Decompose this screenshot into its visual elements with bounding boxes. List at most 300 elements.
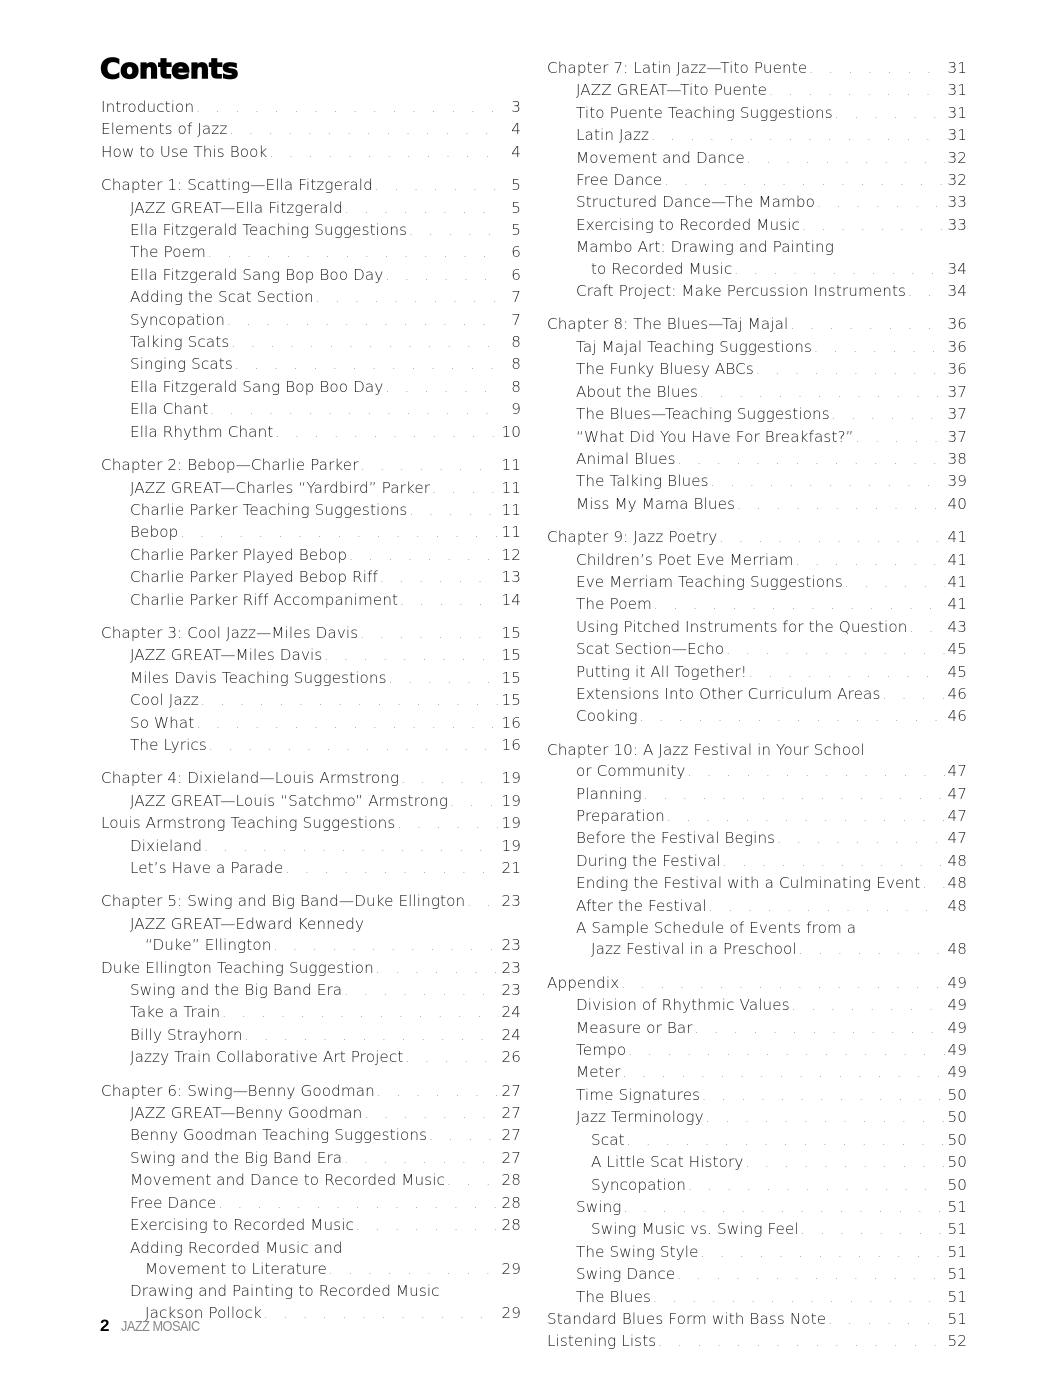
toc-entry-title: Charlie Parker Riff Accompaniment [130, 590, 399, 609]
toc-page-number: 12 [501, 545, 521, 564]
dot-leader [316, 288, 501, 309]
dot-leader [324, 646, 499, 667]
toc-subentry[interactable] [547, 572, 967, 594]
toc-entry-title: Latin Jazz [576, 126, 650, 145]
toc-entry-title: Free Dance [576, 171, 663, 190]
toc-page-number: 51 [947, 1265, 967, 1284]
toc-entry-title: Appendix [547, 973, 620, 992]
toc-subentry[interactable] [547, 784, 967, 806]
toc-entry-title: Benny Goodman Teaching Suggestions [130, 1126, 428, 1145]
dot-leader [700, 383, 945, 404]
dot-leader [208, 243, 501, 264]
dot-leader [658, 1332, 945, 1353]
toc-entry-title: “What Did You Have For Breakfast?” [576, 427, 854, 446]
toc-entry-title: JAZZ GREAT—Benny Goodman [130, 1104, 363, 1123]
toc-page-number: 48 [947, 851, 967, 870]
toc-page-number: 32 [947, 171, 967, 190]
toc-page-number: 49 [947, 1041, 967, 1060]
toc-entry-title: Movement and Dance [576, 148, 745, 167]
toc-subentry[interactable] [101, 713, 521, 735]
dot-leader [209, 736, 500, 757]
toc-subentry[interactable] [547, 382, 967, 404]
toc-page-number: 6 [511, 243, 521, 262]
toc-page-number: 47 [947, 762, 967, 781]
toc-subentry[interactable] [547, 359, 967, 381]
toc-subentry[interactable] [547, 1219, 967, 1241]
toc-page-number: 36 [947, 315, 967, 334]
toc-subentry[interactable] [547, 1040, 967, 1062]
dot-leader [229, 120, 501, 141]
toc-entry-title: Adding Recorded Music and [130, 1238, 343, 1257]
toc-subentry[interactable] [101, 198, 521, 220]
toc-entry-title: Planning [576, 784, 642, 803]
toc-entry-title: Chapter 5: Swing and Big Band—Duke Ellington [101, 892, 466, 911]
toc-page-number: 36 [947, 360, 967, 379]
dot-leader [400, 591, 499, 612]
toc-entry-title: The Lyrics [130, 735, 207, 754]
toc-subentry[interactable] [547, 80, 967, 102]
toc-page-number: 11 [501, 523, 521, 542]
dot-leader [401, 769, 499, 790]
dot-leader [801, 1220, 946, 1241]
toc-subentry[interactable] [547, 1264, 967, 1286]
toc-entry-title: Jazzy Train Collaborative Art Project [130, 1048, 404, 1067]
dot-leader [790, 315, 945, 336]
dot-leader [856, 428, 946, 449]
toc-entry-title: Chapter 8: The Blues—Taj Majal [547, 315, 789, 334]
toc-entry-title: The Poem [130, 243, 206, 262]
toc-entry-title: Movement and Dance to Recorded Music [130, 1171, 445, 1190]
toc-entry-title: Miles Davis Teaching Suggestions [130, 668, 387, 687]
toc-subentry[interactable] [101, 1281, 521, 1302]
toc-entry[interactable] [101, 119, 521, 141]
toc-entry-title: Scat [591, 1130, 625, 1149]
toc-entry[interactable] [547, 58, 967, 80]
dot-leader [644, 785, 946, 806]
toc-entry-title: Before the Festival Begins [576, 829, 776, 848]
toc-subentry[interactable] [101, 1148, 521, 1170]
dot-leader [922, 874, 945, 895]
toc-page-number: 29 [501, 1259, 521, 1278]
toc-subentry[interactable] [101, 668, 521, 690]
dot-leader [180, 523, 499, 544]
toc-entry[interactable] [547, 740, 967, 761]
dot-leader [695, 1019, 946, 1040]
toc-entry-title: Syncopation [130, 310, 226, 329]
toc-subentry[interactable] [101, 935, 521, 957]
dot-leader [196, 98, 501, 119]
toc-subentry[interactable] [547, 103, 967, 125]
toc-page-number: 19 [501, 791, 521, 810]
dot-leader [344, 1149, 499, 1170]
toc-entry-title: Free Dance [130, 1193, 217, 1212]
toc-subentry[interactable] [547, 449, 967, 471]
toc-page-number: 19 [501, 814, 521, 833]
toc-entry-title: Swing and the Big Band Era [130, 1148, 343, 1167]
toc-subentry[interactable] [101, 522, 521, 544]
toc-subentry[interactable] [101, 310, 521, 332]
toc-subentry[interactable] [547, 1062, 967, 1084]
toc-entry[interactable] [547, 1331, 967, 1353]
toc-page-number: 50 [947, 1085, 967, 1104]
dot-leader [389, 669, 500, 690]
dot-leader [817, 193, 945, 214]
toc-page-number: 37 [947, 382, 967, 401]
toc-entry-title: or Community [576, 762, 686, 781]
dot-leader [651, 126, 945, 147]
toc-entry-title: Ella Fitzgerald Sang Bop Boo Day [130, 265, 384, 284]
toc-subentry[interactable] [547, 281, 967, 303]
toc-subentry[interactable] [547, 471, 967, 493]
toc-page-number: 31 [947, 103, 967, 122]
toc-subentry[interactable] [101, 500, 521, 522]
toc-entry-title: Jazz Festival in a Preschool [591, 940, 797, 959]
toc-subentry[interactable] [101, 332, 521, 354]
toc-entry-title: Chapter 6: Swing—Benny Goodman [101, 1081, 375, 1100]
toc-entry-title: Swing Dance [576, 1265, 676, 1284]
toc-subentry[interactable] [547, 550, 967, 572]
toc-subentry[interactable] [547, 170, 967, 192]
toc-right-column [547, 58, 967, 1365]
toc-subentry[interactable] [547, 806, 967, 828]
toc-entry-title: The Talking Blues [576, 472, 709, 491]
toc-entry-title: Singing Scats [130, 355, 233, 374]
toc-subentry[interactable] [547, 148, 967, 170]
toc-page-number: 48 [947, 896, 967, 915]
toc-page-number: 28 [501, 1216, 521, 1235]
toc-entry[interactable] [547, 973, 967, 995]
toc-subentry[interactable] [547, 215, 967, 237]
toc-entry-title: Chapter 4: Dixieland—Louis Armstrong [101, 769, 400, 788]
toc-entry-title: Using Pitched Instruments for the Question [576, 617, 908, 636]
toc-subentry[interactable] [101, 242, 521, 264]
dot-leader [450, 792, 499, 813]
toc-subentry[interactable] [101, 1238, 521, 1259]
toc-entry[interactable] [547, 1309, 967, 1331]
toc-subentry[interactable] [547, 939, 967, 961]
dot-leader [747, 149, 946, 170]
toc-entry-title: Bebop [130, 523, 179, 542]
toc-subentry[interactable] [101, 1193, 521, 1215]
toc-subentry[interactable] [101, 836, 521, 858]
toc-page-number: 39 [947, 472, 967, 491]
toc-page-number: 14 [501, 590, 521, 609]
dot-leader [723, 852, 946, 873]
toc-page-number: 5 [511, 221, 521, 240]
toc-subentry[interactable] [101, 220, 521, 242]
toc-subentry[interactable] [547, 828, 967, 850]
dot-leader [397, 814, 499, 835]
toc-subentry[interactable] [547, 706, 967, 728]
toc-subentry[interactable] [101, 399, 521, 421]
toc-subentry[interactable] [101, 567, 521, 589]
toc-entry-title: After the Festival [576, 896, 707, 915]
toc-page-number: 4 [511, 142, 521, 161]
toc-subentry[interactable] [547, 404, 967, 426]
toc-subentry[interactable] [547, 192, 967, 214]
toc-subentry[interactable] [547, 594, 967, 616]
dot-leader [409, 221, 501, 242]
toc-entry[interactable] [101, 142, 521, 164]
dot-leader [796, 551, 946, 572]
toc-page-number: 43 [947, 617, 967, 636]
toc-entry-title: Talking Scats [130, 333, 230, 352]
toc-entry[interactable] [101, 623, 521, 645]
toc-entry-title: Chapter 1: Scatting—Ella Fitzgerald [101, 176, 373, 195]
toc-subentry[interactable] [547, 995, 967, 1017]
toc-subentry[interactable] [101, 545, 521, 567]
dot-leader [447, 1171, 499, 1192]
toc-section [101, 175, 521, 444]
toc-subentry[interactable] [101, 914, 521, 935]
toc-subentry[interactable] [547, 851, 967, 873]
toc-entry-title: Ending the Festival with a Culminating Event [576, 874, 921, 893]
toc-entry[interactable] [547, 314, 967, 336]
toc-subentry[interactable] [101, 1002, 521, 1024]
dot-leader [910, 618, 946, 639]
toc-subentry[interactable] [101, 690, 521, 712]
toc-entry-title: Chapter 3: Cool Jazz—Miles Davis [101, 623, 359, 642]
dot-leader [688, 1176, 945, 1197]
toc-section [101, 768, 521, 880]
dot-leader [344, 981, 499, 1002]
toc-page-number: 11 [501, 500, 521, 519]
dot-leader [711, 472, 946, 493]
toc-subentry[interactable] [101, 858, 521, 880]
dot-leader [345, 199, 501, 220]
toc-subentry[interactable] [547, 896, 967, 918]
toc-subentry[interactable] [547, 873, 967, 895]
toc-page-number: 50 [947, 1108, 967, 1127]
toc-entry-title: Charlie Parker Played Bebop Riff [130, 568, 378, 587]
dot-leader [624, 1198, 946, 1219]
toc-entry[interactable] [101, 175, 521, 197]
toc-entry-title: Billy Strayhorn [130, 1025, 243, 1044]
toc-entry-title: Charlie Parker Played Bebop [130, 545, 348, 564]
toc-entry-title: Ella Rhythm Chant [130, 422, 274, 441]
toc-entry-title: Time Signatures [576, 1085, 701, 1104]
toc-subentry[interactable] [101, 354, 521, 376]
toc-entry-title: Ella Fitzgerald Sang Bop Boo Day [130, 377, 384, 396]
dot-leader [245, 1026, 500, 1047]
toc-page-number: 47 [947, 829, 967, 848]
toc-page-number: 49 [947, 1063, 967, 1082]
toc-subentry[interactable] [547, 1197, 967, 1219]
toc-subentry[interactable] [547, 337, 967, 359]
toc-subentry[interactable] [101, 645, 521, 667]
toc-subentry[interactable] [547, 427, 967, 449]
toc-entry-title: The Blues [576, 1287, 652, 1306]
toc-entry-title: Tito Puente Teaching Suggestions [576, 103, 833, 122]
toc-section [101, 891, 521, 1069]
dot-leader [227, 311, 501, 332]
toc-page-number: 15 [501, 623, 521, 642]
toc-entry-title: Standard Blues Form with Bass Note [547, 1309, 827, 1328]
toc-subentry[interactable] [547, 1130, 967, 1152]
toc-subentry[interactable] [547, 259, 967, 281]
dot-leader [432, 479, 499, 500]
toc-page-number: 28 [501, 1193, 521, 1212]
page-title: Contents [100, 52, 239, 85]
toc-page-number: 27 [501, 1081, 521, 1100]
toc-subentry[interactable] [101, 265, 521, 287]
toc-entry-title: Animal Blues [576, 449, 676, 468]
toc-subentry[interactable] [547, 1287, 967, 1309]
dot-leader [377, 1082, 500, 1103]
dot-leader [204, 837, 499, 858]
dot-leader [828, 1310, 945, 1331]
toc-page-number: 8 [511, 333, 521, 352]
toc-page-number: 47 [947, 807, 967, 825]
toc-subentry[interactable] [547, 684, 967, 706]
toc-page-number: 13 [501, 568, 521, 587]
dot-leader [269, 143, 501, 164]
toc-subentry[interactable] [547, 639, 967, 661]
toc-page-number: 8 [511, 355, 521, 374]
toc-page-number: 11 [501, 456, 521, 475]
toc-subentry[interactable] [101, 980, 521, 1002]
toc-entry-title: JAZZ GREAT—Miles Davis [130, 646, 323, 665]
toc-entry[interactable] [101, 958, 521, 980]
toc-subentry[interactable] [547, 617, 967, 639]
dot-leader [196, 714, 499, 735]
toc-entry-title: JAZZ GREAT—Ella Fitzgerald [130, 198, 343, 217]
toc-entry-title: Adding the Scat Section [130, 288, 314, 307]
toc-page-number: 6 [511, 265, 521, 284]
toc-subentry[interactable] [101, 1125, 521, 1147]
toc-page-number: 15 [501, 691, 521, 710]
toc-entry-title: Let’s Have a Parade [130, 859, 284, 877]
toc-page-number: 31 [947, 81, 967, 100]
toc-subentry[interactable] [547, 1085, 967, 1107]
dot-leader [653, 1288, 945, 1309]
toc-page-number: 48 [947, 874, 967, 893]
toc-subentry[interactable] [101, 1259, 521, 1281]
toc-entry-title: Tempo [576, 1041, 627, 1060]
toc-entry-title: Elements of Jazz [101, 120, 228, 139]
toc-entry-title: JAZZ GREAT—Louis “Satchmo” Armstrong [130, 791, 449, 810]
dot-leader [380, 568, 500, 589]
toc-left-column [101, 97, 521, 1336]
dot-leader [210, 400, 501, 421]
toc-page-number: 51 [947, 1197, 967, 1216]
toc-subentry[interactable] [101, 1170, 521, 1192]
toc-subentry[interactable] [547, 918, 967, 939]
dot-leader [360, 624, 499, 645]
dot-leader [749, 663, 945, 684]
toc-entry-title: A Sample Schedule of Events from a [576, 919, 857, 938]
toc-subentry[interactable] [101, 735, 521, 757]
toc-page-number: 40 [947, 494, 967, 513]
dot-leader [275, 423, 499, 444]
toc-subentry[interactable] [101, 1103, 521, 1125]
toc-section [547, 527, 967, 729]
toc-subentry[interactable] [547, 662, 967, 684]
toc-subentry[interactable] [547, 1175, 967, 1197]
footer-page-number: 2 [100, 1316, 110, 1335]
toc-entry-title: Dixieland [130, 836, 203, 855]
toc-subentry[interactable] [101, 791, 521, 813]
dot-leader [201, 691, 500, 712]
toc-subentry[interactable] [101, 287, 521, 309]
toc-page-number: 46 [947, 707, 967, 726]
toc-entry-title: Charlie Parker Teaching Suggestions [130, 500, 408, 519]
toc-entry-title: Structured Dance—The Mambo [576, 193, 816, 212]
toc-page-number: 41 [947, 595, 967, 614]
toc-page-number: 51 [947, 1242, 967, 1261]
dot-leader [376, 959, 500, 980]
dot-leader [706, 1108, 946, 1129]
toc-entry-title: Taj Majal Teaching Suggestions [576, 337, 812, 356]
toc-subentry[interactable] [101, 1025, 521, 1047]
toc-entry-title: Mambo Art: Drawing and Painting [576, 238, 834, 257]
toc-page-number: 28 [501, 1171, 521, 1190]
toc-subentry[interactable] [547, 1242, 967, 1264]
toc-entry[interactable] [101, 813, 521, 835]
toc-subentry[interactable] [547, 761, 967, 783]
toc-page-number: 7 [511, 288, 521, 307]
toc-entry[interactable] [547, 527, 967, 549]
toc-subentry[interactable] [547, 237, 967, 258]
toc-entry-title: Chapter 10: A Jazz Festival in Your School [547, 740, 865, 759]
toc-page-number: 19 [501, 836, 521, 855]
toc-page-number: 51 [947, 1220, 967, 1239]
dot-leader [329, 1260, 500, 1281]
toc-entry-title: A Little Scat History [591, 1153, 744, 1172]
toc-entry[interactable] [101, 455, 521, 477]
toc-entry-title: Syncopation [591, 1175, 687, 1194]
toc-subentry[interactable] [101, 1215, 521, 1237]
dot-leader [640, 707, 946, 728]
toc-entry-title: About the Blues [576, 382, 699, 401]
toc-subentry[interactable] [547, 494, 967, 516]
dot-leader [356, 1216, 499, 1237]
toc-entry[interactable] [101, 1081, 521, 1103]
toc-entry[interactable] [101, 891, 521, 913]
toc-subentry[interactable] [101, 478, 521, 500]
toc-page-number: 27 [501, 1104, 521, 1123]
toc-section [101, 455, 521, 612]
dot-leader [385, 266, 501, 287]
toc-entry-title: Putting it All Together! [576, 662, 747, 681]
toc-entry[interactable] [101, 768, 521, 790]
toc-subentry[interactable] [101, 377, 521, 399]
toc-entry-title: JAZZ GREAT—Tito Puente [576, 81, 768, 100]
toc-page-number: 37 [947, 427, 967, 446]
toc-page-number: 49 [947, 1018, 967, 1037]
toc-entry-title: Exercising to Recorded Music [130, 1216, 355, 1235]
toc-subentry[interactable] [101, 1047, 521, 1069]
toc-page-number: 23 [501, 981, 521, 1000]
toc-page-number: 11 [501, 478, 521, 497]
dot-leader [285, 859, 499, 880]
toc-entry[interactable] [101, 97, 521, 119]
toc-subentry[interactable] [101, 590, 521, 612]
toc-subentry[interactable] [547, 125, 967, 147]
toc-page-number: 4 [511, 120, 521, 139]
toc-subentry[interactable] [547, 1018, 967, 1040]
toc-section [101, 97, 521, 164]
dot-leader [799, 940, 946, 961]
toc-page-number: 26 [501, 1048, 521, 1067]
toc-entry-title: Measure or Bar [576, 1018, 693, 1037]
dot-leader [218, 1194, 499, 1215]
footer-book-title: JAZZ MOSAIC [121, 1318, 201, 1335]
toc-subentry[interactable] [547, 1152, 967, 1174]
dot-leader [792, 996, 946, 1017]
toc-subentry[interactable] [101, 422, 521, 444]
toc-subentry[interactable] [547, 1107, 967, 1129]
